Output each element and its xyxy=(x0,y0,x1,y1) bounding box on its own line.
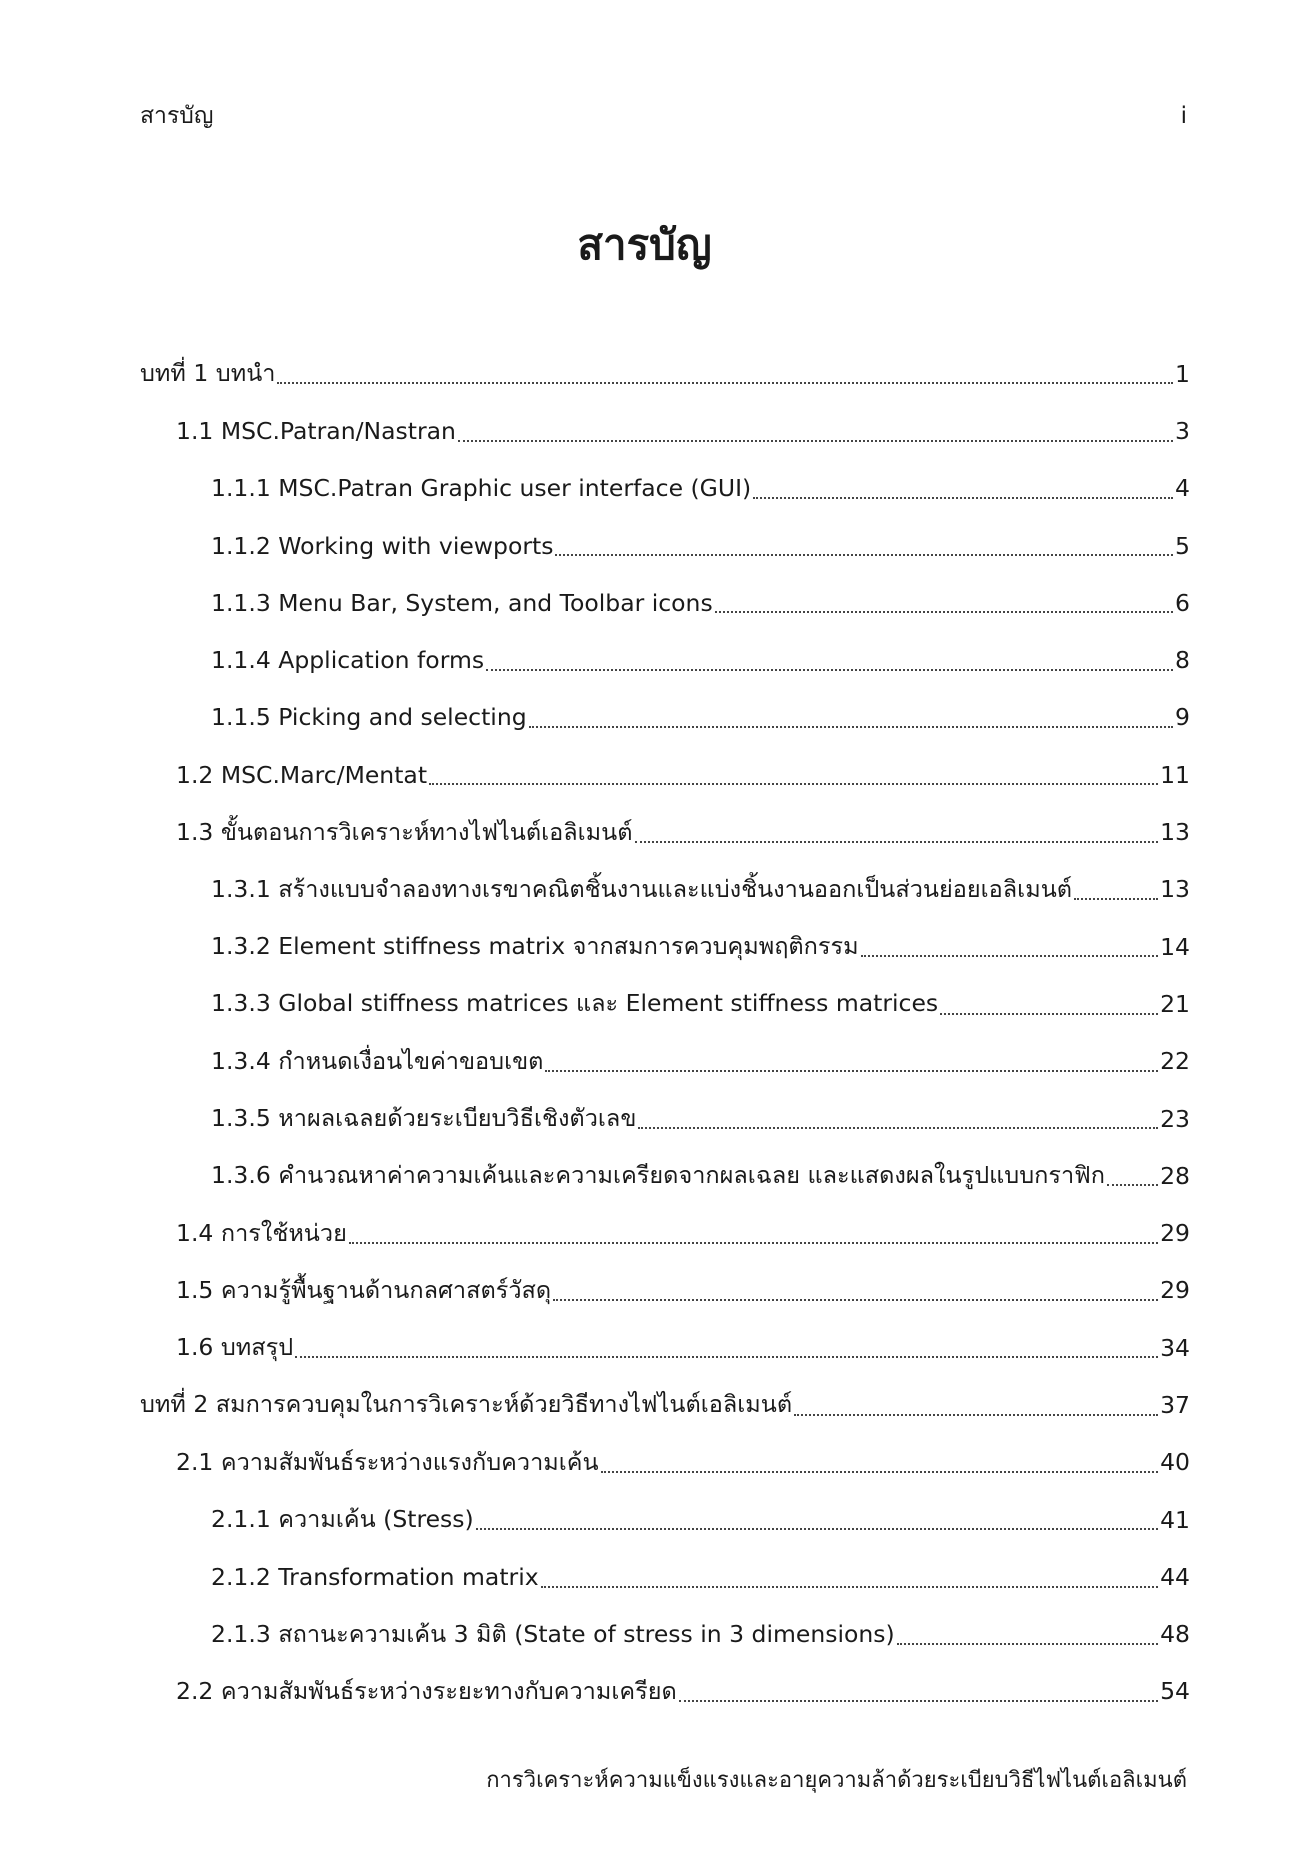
toc-dot-leader xyxy=(638,1126,1158,1129)
toc-entry-page: 8 xyxy=(1175,646,1190,675)
toc-dot-leader xyxy=(679,1699,1158,1702)
toc-dot-leader xyxy=(861,954,1158,957)
toc-entry[interactable] xyxy=(140,517,1190,574)
toc-entry-page: 29 xyxy=(1160,1219,1190,1248)
toc-entry[interactable] xyxy=(140,803,1190,860)
toc-dot-leader xyxy=(486,668,1173,671)
toc-entry[interactable] xyxy=(140,1376,1190,1433)
toc-entry[interactable] xyxy=(140,1033,1190,1090)
toc-entry-label: 1.2 MSC.Marc/Mentat xyxy=(176,760,428,789)
toc-dot-leader xyxy=(897,1642,1158,1645)
table-of-contents xyxy=(140,345,1190,1720)
toc-entry-label: 2.1 ความสัมพันธ์ระหว่างแรงกับความเค้น xyxy=(176,1447,599,1476)
toc-entry[interactable] xyxy=(140,1434,1190,1491)
toc-entry[interactable] xyxy=(140,631,1190,688)
toc-entry-label: บทที่ 1 บทนำ xyxy=(140,359,276,388)
toc-entry-page: 48 xyxy=(1160,1620,1190,1649)
toc-entry-label: 1.3.3 Global stiffness matrices และ Element stiffness matrices xyxy=(211,989,939,1018)
toc-entry-page: 6 xyxy=(1175,588,1190,617)
toc-entry-page: 4 xyxy=(1175,474,1190,503)
toc-entry-label: 1.4 การใช้หน่วย xyxy=(176,1218,347,1247)
toc-entry-label: 1.3.6 คำนวณหาค่าความเค้นและความเครียดจากผลเฉลย และแสดงผลในรูปแบบกราฟิก xyxy=(211,1161,1106,1190)
toc-entry-label: 2.1.3 สถานะความเค้น 3 มิติ (State of stress in 3 dimensions) xyxy=(211,1619,895,1648)
toc-dot-leader xyxy=(476,1527,1158,1530)
toc-entry[interactable] xyxy=(140,975,1190,1032)
toc-entry-page: 22 xyxy=(1160,1047,1190,1076)
toc-entry-page: 5 xyxy=(1175,531,1190,560)
toc-dot-leader xyxy=(1074,897,1158,900)
toc-entry-page: 1 xyxy=(1175,359,1190,388)
toc-entry-page: 11 xyxy=(1160,760,1190,789)
toc-entry[interactable] xyxy=(140,402,1190,459)
running-footer: การวิเคราะห์ความแข็งแรงและอายุความล้าด้วยระเบียบวิธีไฟไนต์เอลิเมนต์ xyxy=(486,1768,1187,1793)
toc-entry-label: 2.1.2 Transformation matrix xyxy=(211,1562,539,1591)
toc-entry-page: 13 xyxy=(1160,875,1190,904)
toc-entry-label: 1.3.4 กำหนดเงื่อนไขค่าขอบเขต xyxy=(211,1046,544,1075)
toc-dot-leader xyxy=(277,381,1173,384)
toc-dot-leader xyxy=(349,1241,1158,1244)
toc-entry[interactable] xyxy=(140,1262,1190,1319)
toc-dot-leader xyxy=(940,1012,1158,1015)
toc-dot-leader xyxy=(715,610,1173,613)
toc-entry[interactable] xyxy=(140,1090,1190,1147)
toc-dot-leader xyxy=(1107,1183,1158,1186)
toc-entry[interactable] xyxy=(140,460,1190,517)
toc-entry-page: 9 xyxy=(1175,703,1190,732)
toc-dot-leader xyxy=(635,840,1159,843)
toc-dot-leader xyxy=(753,496,1173,499)
toc-entry-page: 37 xyxy=(1160,1390,1190,1419)
toc-entry-page: 21 xyxy=(1160,989,1190,1018)
toc-entry-label: 1.3.2 Element stiffness matrix จากสมการควบคุมพฤติกรรม xyxy=(211,932,859,961)
toc-entry-label: บทที่ 2 สมการควบคุมในการวิเคราะห์ด้วยวิธีทางไฟไนต์เอลิเมนต์ xyxy=(140,1390,793,1419)
toc-entry-label: 1.3.5 หาผลเฉลยด้วยระเบียบวิธีเชิงตัวเลข xyxy=(211,1104,637,1132)
toc-entry-page: 34 xyxy=(1160,1333,1190,1362)
toc-entry[interactable] xyxy=(140,689,1190,746)
toc-entry-label: 2.1.1 ความเค้น (Stress) xyxy=(211,1505,474,1534)
toc-entry-page: 3 xyxy=(1175,416,1190,445)
toc-dot-leader xyxy=(555,553,1173,556)
toc-entry[interactable] xyxy=(140,861,1190,918)
toc-entry-page: 40 xyxy=(1160,1448,1190,1477)
toc-entry-page: 23 xyxy=(1160,1104,1190,1133)
toc-entry-label: 1.3.1 สร้างแบบจำลองทางเรขาคณิตชิ้นงานและแบ่งชิ้นงานออกเป็นส่วนย่อยเอลิเมนต์ xyxy=(211,874,1073,903)
toc-entry[interactable] xyxy=(140,746,1190,803)
toc-entry-label: 1.1.3 Menu Bar, System, and Toolbar icons xyxy=(211,588,713,617)
toc-entry-page: 13 xyxy=(1160,818,1190,847)
toc-entry-page: 28 xyxy=(1160,1161,1190,1190)
toc-entry-page: 29 xyxy=(1160,1276,1190,1305)
toc-dot-leader xyxy=(545,1069,1158,1072)
toc-entry[interactable] xyxy=(140,918,1190,975)
toc-entry-label: 1.1.2 Working with viewports xyxy=(211,531,554,560)
toc-dot-leader xyxy=(429,782,1158,785)
toc-entry[interactable] xyxy=(140,345,1190,402)
toc-dot-leader xyxy=(541,1585,1158,1588)
toc-dot-leader xyxy=(295,1355,1158,1358)
toc-entry-label: 1.5 ความรู้พื้นฐานด้านกลศาสตร์วัสดุ xyxy=(176,1275,552,1304)
toc-entry[interactable] xyxy=(140,1204,1190,1261)
toc-entry[interactable] xyxy=(140,1548,1190,1605)
toc-entry-page: 44 xyxy=(1160,1562,1190,1591)
toc-dot-leader xyxy=(794,1413,1158,1416)
running-header xyxy=(140,96,1187,136)
running-header-title: สารบัญ xyxy=(140,103,214,129)
toc-entry-label: 1.3 ขั้นตอนการวิเคราะห์ทางไฟไนต์เอลิเมนต์ xyxy=(176,817,633,846)
toc-dot-leader xyxy=(529,725,1173,728)
toc-entry-label: 1.1 MSC.Patran/Nastran xyxy=(176,416,456,445)
toc-entry[interactable] xyxy=(140,1606,1190,1663)
toc-entry-page: 14 xyxy=(1160,932,1190,961)
toc-entry-label: 2.2 ความสัมพันธ์ระหว่างระยะทางกับความเครียด xyxy=(176,1676,677,1705)
toc-dot-leader xyxy=(458,439,1173,442)
toc-entry-label: 1.1.5 Picking and selecting xyxy=(211,703,527,732)
page-title: สารบัญ xyxy=(577,220,712,269)
toc-entry-label: 1.1.4 Application forms xyxy=(211,646,485,675)
toc-entry-label: 1.6 บทสรุป xyxy=(176,1333,294,1362)
toc-entry[interactable] xyxy=(140,1147,1190,1204)
toc-entry-label: 1.1.1 MSC.Patran Graphic user interface (GUI) xyxy=(211,474,752,503)
toc-dot-leader xyxy=(601,1470,1159,1473)
toc-entry[interactable] xyxy=(140,1319,1190,1376)
toc-dot-leader xyxy=(553,1298,1158,1301)
toc-entry-page: 41 xyxy=(1160,1505,1190,1534)
page-number: i xyxy=(1180,103,1187,129)
toc-entry[interactable] xyxy=(140,574,1190,631)
toc-entry[interactable] xyxy=(140,1491,1190,1548)
toc-entry-page: 54 xyxy=(1160,1677,1190,1706)
toc-entry[interactable] xyxy=(140,1663,1190,1720)
